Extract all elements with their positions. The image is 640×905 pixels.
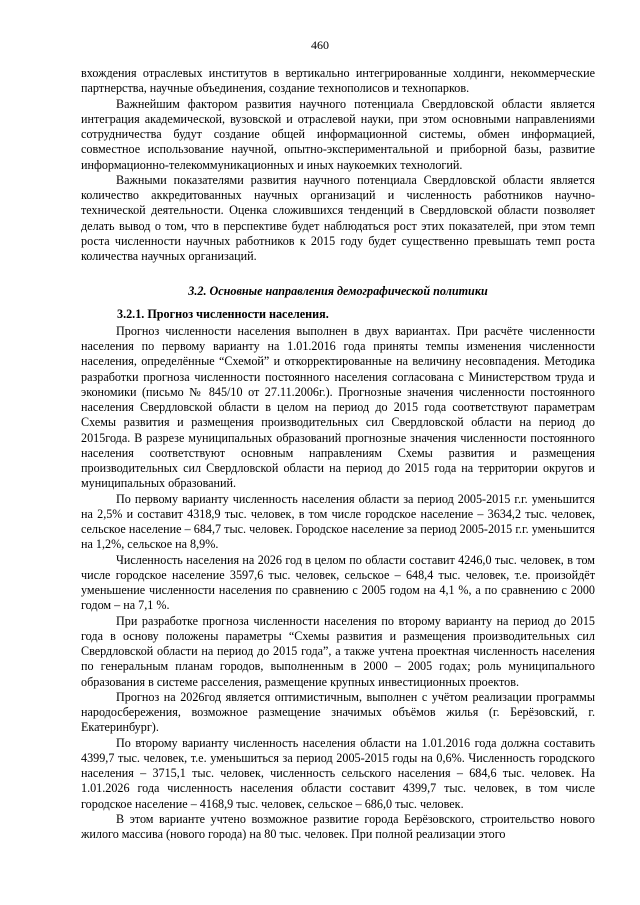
paragraph: Численность населения на 2026 год в целом по области составит 4246,0 тыс. человек, в том числе городское население 3597,6 тыс. человек, сельское – 648,4 тыс. человек, т.е. произойдёт уменьшение численности населения по сравнению с 2005 годом на 4,1 %, а по сравнению с 2000 годом – на 7,1 %.: [81, 552, 595, 613]
subsection-heading: 3.2.1. Прогноз численности населения.: [117, 306, 329, 321]
paragraph: В этом варианте учтено возможное развитие города Берёзовского, строительство нового жилого массива (нового города) на 80 тыс. человек. При полной реализации этого: [81, 811, 595, 841]
paragraph: Важнейшим фактором развития научного потенциала Свердловской области является интеграция академической, вузовской и отраслевой науки, при этом основными направлениями сотрудничества будут создание общей информационной системы, обмен информацией, совместное использование научной, опытно-экспериментальной и приборной базы, развитие информационно-телекоммуникационных и иных наукоемких технологий.: [81, 96, 595, 172]
paragraph: При разработке прогноза численности населения по второму варианту на период до 2015 года в основу положены параметры “Схемы развития и размещения производительных сил Свердловской области на период до 2015 года”, а также учтена проектная численность населения по генеральным планам городов, выполненным в 2000 – 2005 годах; роль муниципального образования в системе расселения, размещение крупных инвестиционных проектов.: [81, 613, 595, 689]
paragraph: Важными показателями развития научного потенциала Свердловской области является количество аккредитованных научных организаций и численность работников научно-технической деятельности. Оценка сложившихся тенденций в Свердловской области позволяет делать вывод о том, что в перспективе будет наблюдаться рост этих показателей, при этом темп роста численности научных работников к 2015 году будет существенно превышать темп роста количества научных организаций.: [81, 172, 595, 263]
paragraph: Прогноз численности населения выполнен в двух вариантах. При расчёте численности населения по первому варианту на 1.01.2016 года приняты темпы изменения численности населения, определённые “Схемой” и откорректированные на величину несовпадения. Методика разработки прогноза численности постоянного населения согласована с Министерством труда и экономики (письмо № 845/10 от 27.11.2006г.). Прогнозные значения численности постоянного населения Свердловской области в целом на период до 2015 года соответствуют параметрам Схемы развития и размещения производительных сил Свердловской области на период до 2015года. В разрезе муниципальных образований прогнозные значения численности постоянного населения соответствуют основным направлениям Схемы развития и размещения производительных сил Свердловской области на период до 2015 года на территории округов и муниципальных образований.: [81, 323, 595, 491]
paragraph: По второму варианту численность населения области на 1.01.2016 года должна составить 4399,7 тыс. человек, т.е. уменьшиться за период 2005-2015 годы на 0,6%. Численность городского населения – 3715,1 тыс. человек, численность сельского населения – 684,6 тыс. человек. На 1.01.2026 года численность населения области составит 4399,7 тыс. человек, в том числе городское население – 4168,9 тыс. человек, сельское – 686,0 тыс. человек.: [81, 735, 595, 811]
document-body: [81, 66, 595, 842]
paragraph: Прогноз на 2026год является оптимистичным, выполнен с учётом реализации программы народосбережения, возможное размещение значимых объёмов жилья (г. Берёзовский, г. Екатеринбург).: [81, 689, 595, 735]
page-number: 460: [311, 38, 329, 52]
paragraph: вхождения отраслевых институтов в вертикально интегрированные холдинги, некоммерческие партнерства, научные объединения, создание технополисов и технопарков.: [81, 66, 595, 96]
section-heading: 3.2. Основные направления демографической политики: [188, 284, 488, 299]
paragraph: По первому варианту численность населения области за период 2005-2015 г.г. уменьшится на 2,5% и составит 4318,9 тыс. человек, в том числе городское население – 3634,2 тыс. человек, сельское население – 684,7 тыс. человек. Городское население за период 2005-2015 г.г. уменьшится на 1,2%, сельское на 8,9%.: [81, 491, 595, 552]
